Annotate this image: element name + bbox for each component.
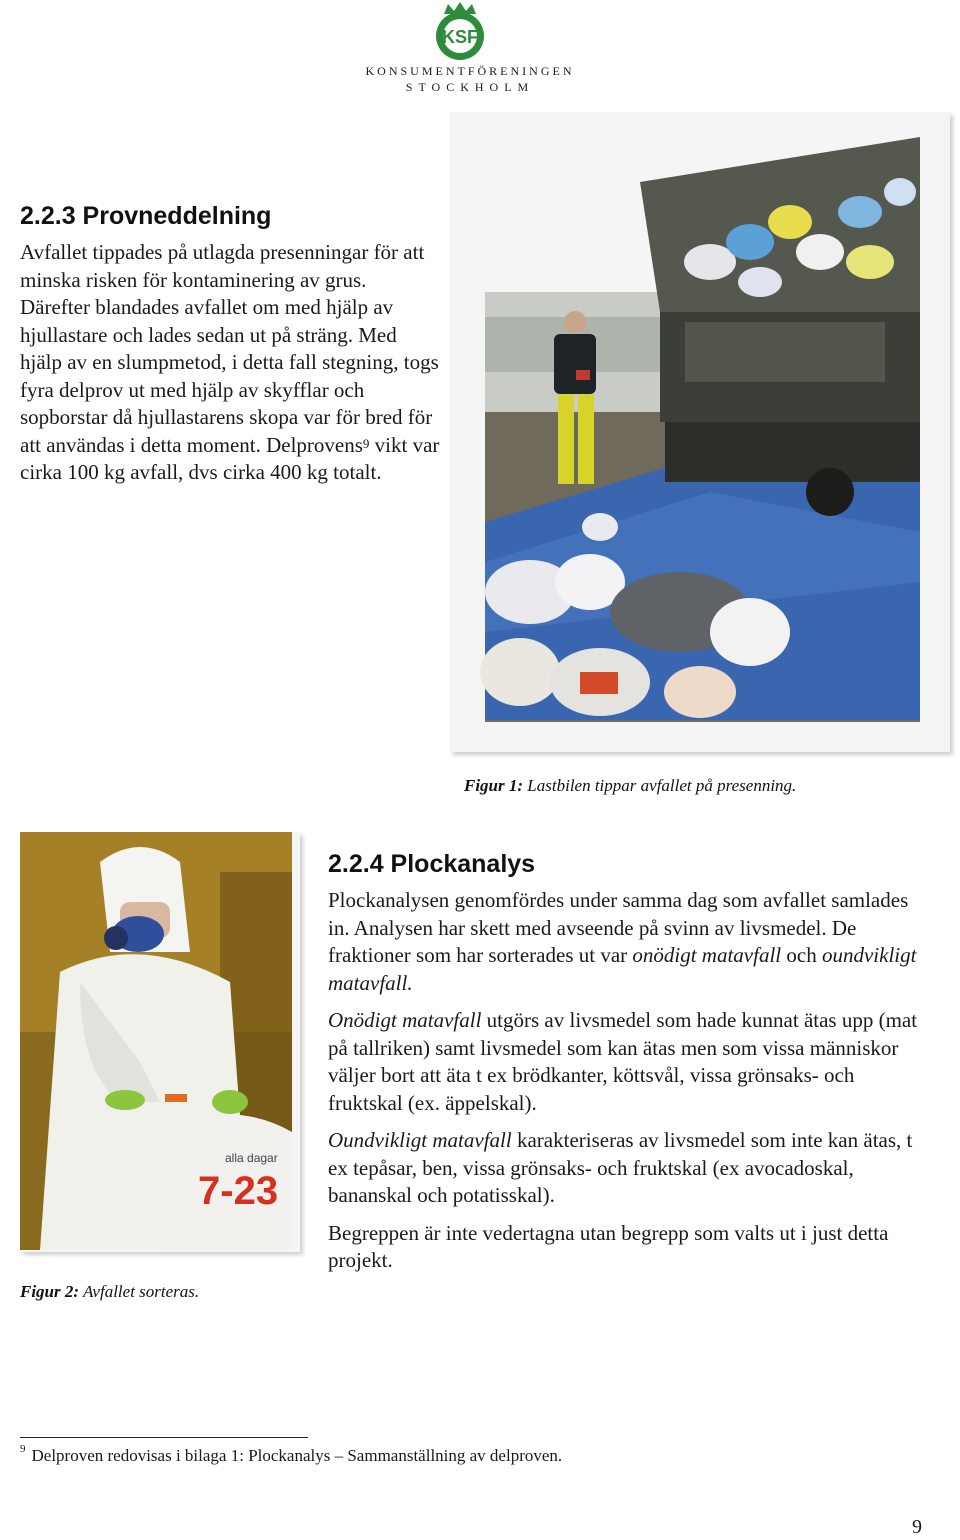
figure-2-photo xyxy=(20,832,300,1252)
paragraph-tail: vikt var cirka 100 kg avfall, dvs cirka 400 kg totalt. xyxy=(20,432,440,484)
sorting-scene-image xyxy=(20,832,300,1252)
bag-print-small: alla dagar xyxy=(225,1151,278,1165)
paragraph-1 xyxy=(328,887,928,997)
term-oundvikligt: Oundvikligt matavfall xyxy=(328,1128,512,1152)
footnote-divider xyxy=(20,1437,308,1438)
section-plockanalys xyxy=(328,850,928,1275)
term-onodigt: Onödigt matavfall xyxy=(328,1008,482,1032)
figure-2-caption-text: Avfallet sorteras. xyxy=(79,1282,200,1301)
figure-2-caption xyxy=(20,1282,199,1302)
footnote-number: 9 xyxy=(20,1443,26,1455)
term-oundvikligt: oundvikligt matavfall. xyxy=(328,943,917,995)
paragraph-4: Begreppen är inte vedertagna utan begrepp som valts ut i just detta projekt. xyxy=(328,1220,889,1272)
figure-1-caption-text: Lastbilen tippar avfallet på presenning. xyxy=(523,776,797,795)
paragraph-main: Avfallet tippades på utlagda presenningar för att minska risken för kontaminering av grus. Därefter blandades avfallet om med hjälp av hjullastare och lades sedan ut på sträng. Med hjälp av en slumpmetod, i detta fall stegning, togs fyra delprov ut med hjälp av skyfflar och sopborstar då hjullastarens skopa var för bred för att användas i detta moment. Delprovens xyxy=(20,240,439,457)
logo-letters: KSF xyxy=(442,27,478,47)
section-heading: 2.2.4 Plockanalys xyxy=(328,850,536,878)
logo-org-name: KONSUMENTFÖRENINGEN xyxy=(365,64,575,78)
logo-org-city: STOCKHOLM xyxy=(405,80,535,92)
figure-1-photo xyxy=(450,112,950,752)
bread-bag xyxy=(160,1114,292,1250)
text-run: Plockanalysen genomfördes under samma dag som avfallet samlades in. Analysen har skett med avseende på svinn av livsmedel. De fraktioner som har sorterades ut var xyxy=(328,888,909,967)
term-onodigt: onödigt matavfall xyxy=(632,943,782,967)
text-run: och xyxy=(781,943,822,967)
section-paragraph xyxy=(20,239,440,487)
footnote-text: Delproven redovisas i bilaga 1: Plockanalys – Sammanställning av delproven. xyxy=(31,1446,563,1465)
bag-print-large: 7-23 xyxy=(198,1169,279,1213)
paragraph-2 xyxy=(328,1007,928,1117)
paragraph-3 xyxy=(328,1127,928,1210)
truck-scene-image xyxy=(450,112,950,752)
text-run: karakteriseras av livsmedel som inte kan ätas, t ex tepåsar, ben, vissa grönsaks- och fruktskal (ex avocadoskal, bananskal och potatisskal). xyxy=(328,1128,913,1207)
figure-1-label: Figur 1: xyxy=(464,776,524,795)
footnote-reference[interactable]: 9 xyxy=(362,435,370,451)
figure-2-label: Figur 2: xyxy=(20,1282,80,1301)
footnote xyxy=(20,1443,563,1466)
page-number: 9 xyxy=(912,1516,922,1538)
text-run: utgörs av livsmedel som hade kunnat ätas upp (mat på tallriken) samt livsmedel som kan ätas men som vissa människor väljer bort att äta t ex brödkanter, köttsvål, vissa grönsaks- och fruktskal (ex. äppelskal). xyxy=(328,1008,918,1115)
section-provneddelning xyxy=(20,202,440,487)
figure-1-caption xyxy=(464,776,796,796)
section-heading: 2.2.3 Provneddelning xyxy=(20,202,272,230)
